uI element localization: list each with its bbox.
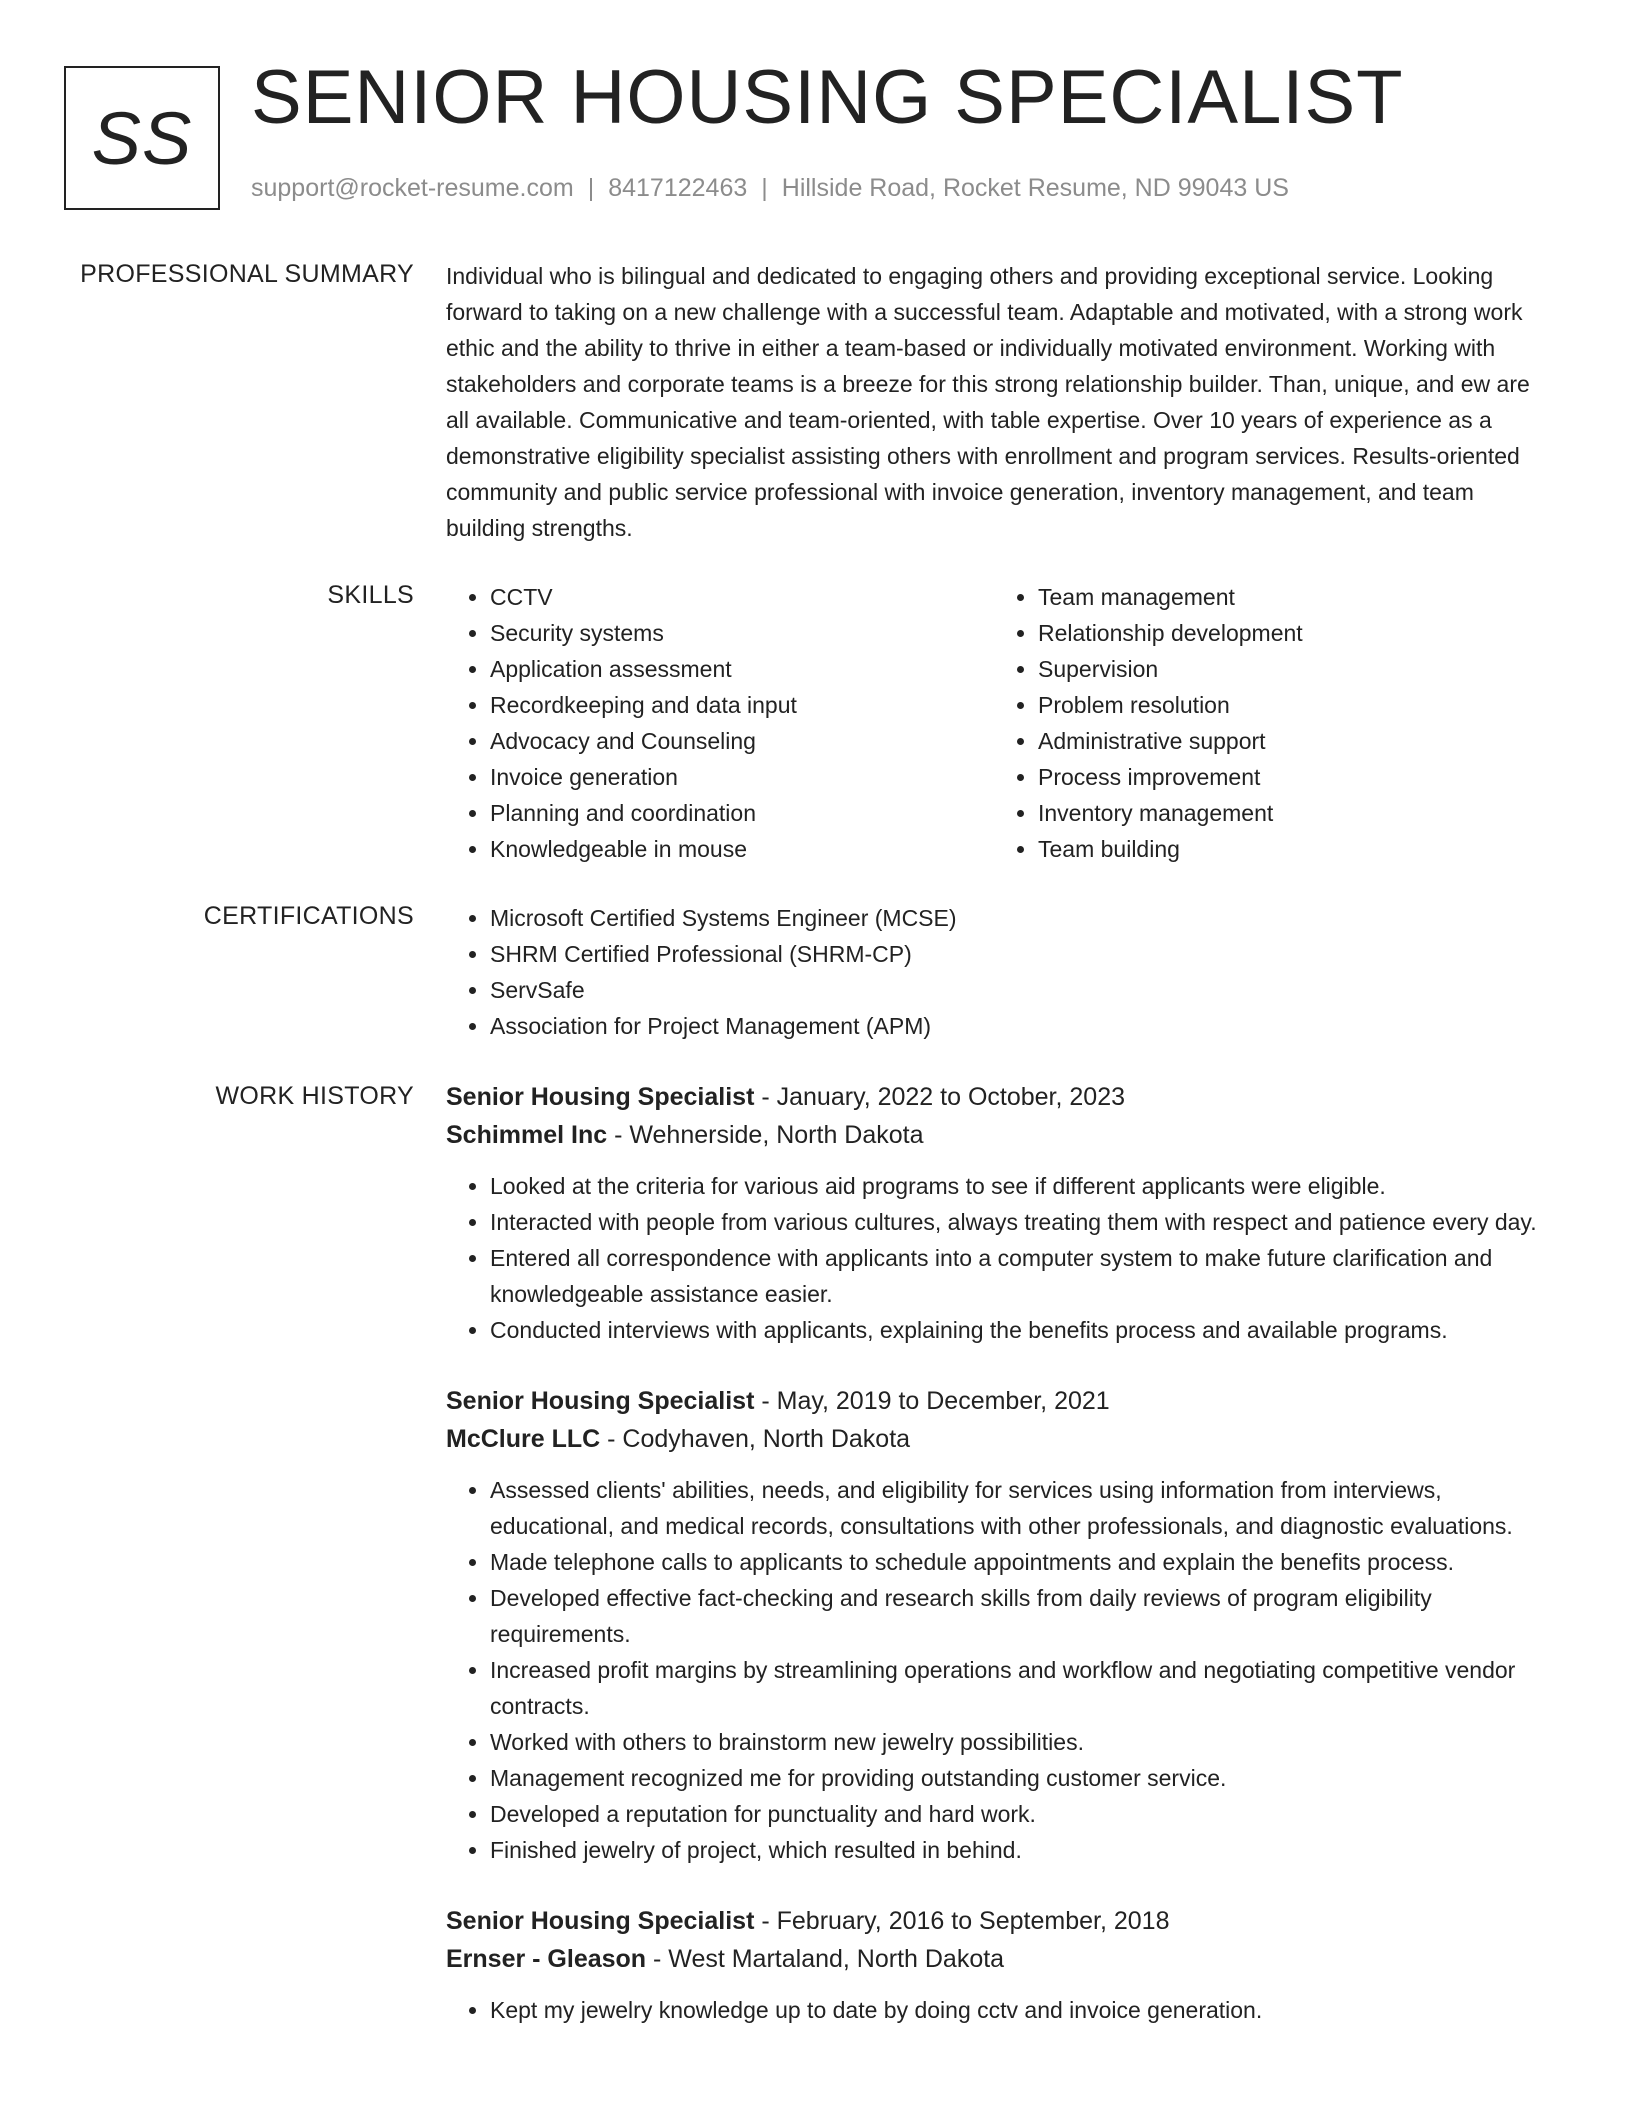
job-bullets — [446, 1168, 1558, 1348]
job-bullets — [446, 1992, 1558, 2028]
skill-item: • CCTV — [490, 579, 994, 615]
job-bullet: • Developed a reputation for punctuality and hard work. — [490, 1796, 1558, 1832]
job-location: - West Martaland, North Dakota — [646, 1945, 1005, 1973]
certification-item: • ServSafe — [490, 972, 1558, 1008]
section-label-work-history: WORK HISTORY — [215, 1082, 414, 1110]
job-entry — [446, 1382, 1558, 1868]
skills-list-right — [994, 579, 1542, 867]
monogram-badge — [64, 66, 220, 210]
section-label-certifications: CERTIFICATIONS — [203, 902, 414, 930]
contact-separator: | — [587, 174, 595, 202]
skill-item: • Application assessment — [490, 651, 994, 687]
skill-item: • Process improvement — [1038, 759, 1542, 795]
job-bullet: • Assessed clients' abilities, needs, and eligibility for services using information from interviews, educational, and medical records, consultations with other professionals, and diagnostic evaluations. — [490, 1472, 1558, 1544]
job-bullet: • Worked with others to brainstorm new jewelry possibilities. — [490, 1724, 1558, 1760]
job-bullet: • Management recognized me for providing outstanding customer service. — [490, 1760, 1558, 1796]
monogram-text: SS — [91, 96, 193, 180]
certifications-content — [446, 900, 1558, 1044]
job-title: Senior Housing Specialist — [446, 1387, 755, 1415]
job-location: - Wehnerside, North Dakota — [607, 1121, 924, 1149]
skills-list-left — [446, 579, 994, 867]
job-company-line — [446, 1940, 1558, 1978]
section-label-skills: SKILLS — [327, 581, 414, 609]
job-bullet: • Conducted interviews with applicants, explaining the benefits process and available programs. — [490, 1312, 1558, 1348]
job-bullet: • Finished jewelry of project, which resulted in behind. — [490, 1832, 1558, 1868]
skill-item: • Inventory management — [1038, 795, 1542, 831]
skill-item: • Planning and coordination — [490, 795, 994, 831]
job-company: McClure LLC — [446, 1425, 601, 1453]
job-company-line — [446, 1116, 1558, 1154]
skill-item: • Team management — [1038, 579, 1542, 615]
contact-phone[interactable]: 8417122463 — [608, 174, 748, 202]
skill-item: • Administrative support — [1038, 723, 1542, 759]
skill-item: • Recordkeeping and data input — [490, 687, 994, 723]
contact-separator: | — [761, 174, 768, 202]
resume-name-title: SENIOR HOUSING SPECIALIST — [251, 55, 1404, 140]
job-company-line — [446, 1420, 1558, 1458]
skills-columns — [446, 579, 1558, 867]
job-bullet: • Made telephone calls to applicants to schedule appointments and explain the benefits process. — [490, 1544, 1558, 1580]
skill-item: • Security systems — [490, 615, 994, 651]
job-company: Ernser - Gleason — [446, 1945, 647, 1973]
skill-item: • Relationship development — [1038, 615, 1542, 651]
job-title-line — [446, 1902, 1558, 1940]
job-dates: - May, 2019 to December, 2021 — [754, 1387, 1110, 1415]
job-dates: - January, 2022 to October, 2023 — [754, 1083, 1126, 1111]
job-bullet: • Interacted with people from various cultures, always treating them with respect and patience every day. — [490, 1204, 1558, 1240]
skill-item: • Knowledgeable in mouse — [490, 831, 994, 867]
skill-item: • Supervision — [1038, 651, 1542, 687]
contact-address: Hillside Road, Rocket Resume, ND 99043 US — [781, 174, 1289, 202]
certification-item: • Microsoft Certified Systems Engineer (MCSE) — [490, 900, 1558, 936]
skill-item: • Advocacy and Counseling — [490, 723, 994, 759]
work-history-content — [446, 1078, 1558, 2062]
certifications-list — [446, 900, 1558, 1044]
job-title: Senior Housing Specialist — [446, 1083, 755, 1111]
skill-item: • Problem resolution — [1038, 687, 1542, 723]
job-bullet: • Developed effective fact-checking and research skills from daily reviews of program eligibility requirements. — [490, 1580, 1558, 1652]
skill-item: • Team building — [1038, 831, 1542, 867]
section-label-summary: PROFESSIONAL SUMMARY — [80, 260, 414, 288]
job-dates: - February, 2016 to September, 2018 — [754, 1907, 1170, 1935]
skill-item: • Invoice generation — [490, 759, 994, 795]
job-bullet: • Looked at the criteria for various aid programs to see if different applicants were eligible. — [490, 1168, 1558, 1204]
job-bullet: • Kept my jewelry knowledge up to date by doing cctv and invoice generation. — [490, 1992, 1558, 2028]
certification-item: • SHRM Certified Professional (SHRM-CP) — [490, 936, 1558, 972]
job-location: - Codyhaven, North Dakota — [600, 1425, 911, 1453]
job-title-line — [446, 1078, 1558, 1116]
job-bullet: • Entered all correspondence with applicants into a computer system to make future clarification and knowledgeable assistance easier. — [490, 1240, 1558, 1312]
job-entry — [446, 1078, 1558, 1348]
summary-content — [446, 258, 1558, 546]
summary-text: Individual who is bilingual and dedicated to engaging others and providing exceptional service. Looking forward to taking on a new challenge with a successful team. Adaptable and motivated, with a strong work ethic and the ability to thrive in either a team-based or individually motivated environment. Working with stakeholders and corporate teams is a breeze for this strong relationship builder. Than, unique, and ew are all available. Communicative and team-oriented, with table expertise. Over 10 years of experience as a demonstrative eligibility specialist assisting others with enrollment and program services. Results-oriented community and public service professional with invoice generation, inventory management, and team building strengths. — [446, 263, 1530, 541]
job-title-line — [446, 1382, 1558, 1420]
job-company: Schimmel Inc — [446, 1121, 608, 1149]
job-entry — [446, 1902, 1558, 2028]
certification-item: • Association for Project Management (APM) — [490, 1008, 1558, 1044]
contact-email[interactable]: support@rocket-resume.com — [251, 174, 574, 202]
job-title: Senior Housing Specialist — [446, 1907, 755, 1935]
job-bullet: • Increased profit margins by streamlining operations and workflow and negotiating competitive vendor contracts. — [490, 1652, 1558, 1724]
contact-line — [251, 174, 1289, 203]
job-bullets — [446, 1472, 1558, 1868]
